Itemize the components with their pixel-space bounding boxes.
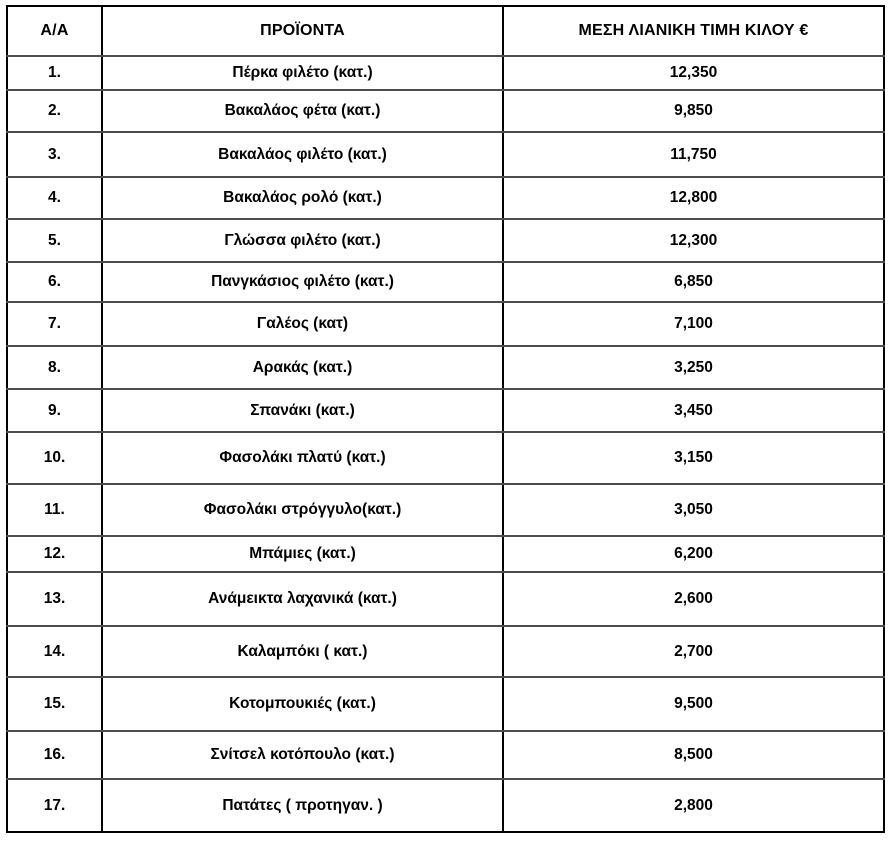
- cell-product: Πατάτες ( προτηγαν. ): [102, 779, 503, 832]
- cell-price: 7,100: [503, 302, 884, 346]
- cell-product: Σπανάκι (κατ.): [102, 389, 503, 432]
- cell-price: 8,500: [503, 731, 884, 779]
- cell-price: 9,500: [503, 677, 884, 731]
- table-row: [7, 219, 884, 262]
- table-row: [7, 731, 884, 779]
- cell-product: Καλαμπόκι ( κατ.): [102, 626, 503, 677]
- table-row: [7, 302, 884, 346]
- cell-price: 12,350: [503, 56, 884, 90]
- cell-product: Φασολάκι στρόγγυλο(κατ.): [102, 484, 503, 536]
- cell-num: 13.: [7, 572, 102, 626]
- cell-product: Σνίτσελ κοτόπουλο (κατ.): [102, 731, 503, 779]
- cell-num: 7.: [7, 302, 102, 346]
- table-row: [7, 132, 884, 177]
- cell-product: Μπάμιες (κατ.): [102, 536, 503, 572]
- table-row: [7, 90, 884, 132]
- table-row: [7, 677, 884, 731]
- table-row: [7, 572, 884, 626]
- cell-num: 15.: [7, 677, 102, 731]
- cell-price: 3,050: [503, 484, 884, 536]
- cell-num: 9.: [7, 389, 102, 432]
- cell-num: 11.: [7, 484, 102, 536]
- table-row: [7, 389, 884, 432]
- cell-price: 2,700: [503, 626, 884, 677]
- table-row: [7, 432, 884, 484]
- table-row: [7, 484, 884, 536]
- cell-product: Ανάμεικτα λαχανικά (κατ.): [102, 572, 503, 626]
- cell-num: 5.: [7, 219, 102, 262]
- header-cell-index: Α/Α: [7, 6, 102, 56]
- cell-product: Αρακάς (κατ.): [102, 346, 503, 389]
- cell-product: Πέρκα φιλέτο (κατ.): [102, 56, 503, 90]
- cell-num: 12.: [7, 536, 102, 572]
- header-cell-product: ΠΡΟΪΟΝΤΑ: [102, 6, 503, 56]
- cell-num: 4.: [7, 177, 102, 219]
- cell-num: 14.: [7, 626, 102, 677]
- cell-num: 2.: [7, 90, 102, 132]
- table-row: [7, 779, 884, 832]
- header-row: [7, 6, 884, 56]
- cell-product: Φασολάκι πλατύ (κατ.): [102, 432, 503, 484]
- cell-num: 10.: [7, 432, 102, 484]
- cell-product: Βακαλάος φέτα (κατ.): [102, 90, 503, 132]
- table-row: [7, 177, 884, 219]
- cell-price: 3,450: [503, 389, 884, 432]
- cell-price: 3,250: [503, 346, 884, 389]
- cell-price: 11,750: [503, 132, 884, 177]
- cell-num: 16.: [7, 731, 102, 779]
- cell-product: Βακαλάος ρολό (κατ.): [102, 177, 503, 219]
- cell-price: 9,850: [503, 90, 884, 132]
- cell-product: Κοτομπουκιές (κατ.): [102, 677, 503, 731]
- cell-price: 6,850: [503, 262, 884, 302]
- cell-num: 6.: [7, 262, 102, 302]
- table-body: [7, 56, 884, 832]
- table-row: [7, 626, 884, 677]
- cell-product: Βακαλάος φιλέτο (κατ.): [102, 132, 503, 177]
- cell-price: 2,600: [503, 572, 884, 626]
- cell-num: 1.: [7, 56, 102, 90]
- cell-price: 6,200: [503, 536, 884, 572]
- header-cell-price: ΜΕΣΗ ΛΙΑΝΙΚΗ ΤΙΜΗ ΚΙΛΟΥ €: [503, 6, 884, 56]
- cell-price: 12,800: [503, 177, 884, 219]
- cell-product: Γαλέος (κατ): [102, 302, 503, 346]
- cell-num: 8.: [7, 346, 102, 389]
- table-row: [7, 346, 884, 389]
- cell-product: Πανγκάσιος φιλέτο (κατ.): [102, 262, 503, 302]
- table-row: [7, 536, 884, 572]
- cell-price: 3,150: [503, 432, 884, 484]
- cell-num: 3.: [7, 132, 102, 177]
- cell-num: 17.: [7, 779, 102, 832]
- cell-price: 2,800: [503, 779, 884, 832]
- table-row: [7, 56, 884, 90]
- cell-price: 12,300: [503, 219, 884, 262]
- price-table: [6, 5, 885, 833]
- table-row: [7, 262, 884, 302]
- cell-product: Γλώσσα φιλέτο (κατ.): [102, 219, 503, 262]
